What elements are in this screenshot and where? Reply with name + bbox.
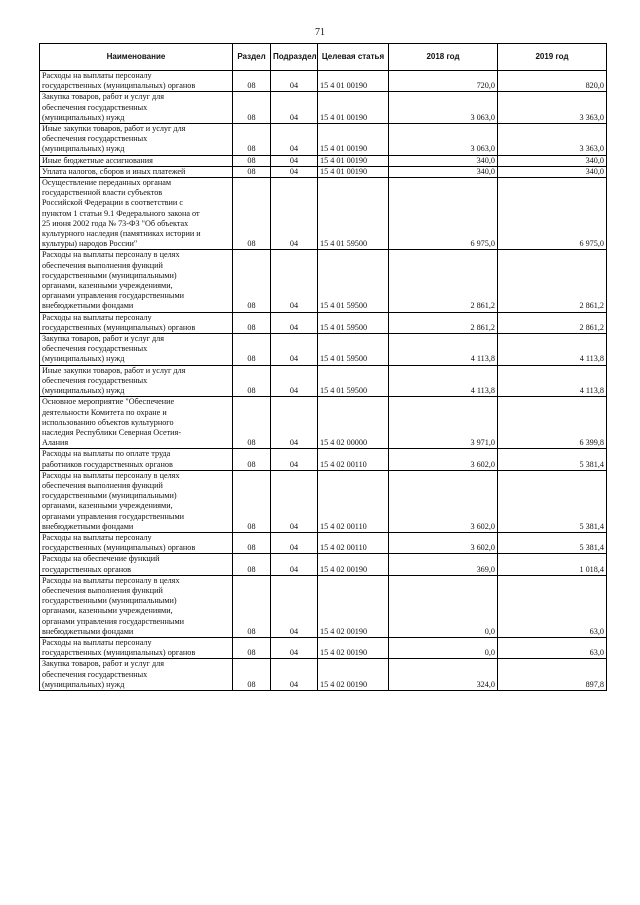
row-target-article: 15 4 02 00000 xyxy=(318,397,389,449)
header-name: Наименование xyxy=(40,44,233,71)
row-razdel: 08 xyxy=(233,334,271,366)
row-target-article: 15 4 02 00110 xyxy=(318,470,389,532)
row-name: Иные закупки товаров, работ и услуг для обеспечения государственных (муниципальных) нужд xyxy=(40,365,233,397)
row-podrazdel: 04 xyxy=(271,250,318,312)
row-amount-2019: 2 861,2 xyxy=(498,312,607,333)
row-podrazdel: 04 xyxy=(271,470,318,532)
row-target-article: 15 4 02 00190 xyxy=(318,637,389,658)
row-razdel: 08 xyxy=(233,92,271,124)
row-razdel: 08 xyxy=(233,312,271,333)
row-target-article: 15 4 01 00190 xyxy=(318,155,389,166)
row-target-article: 15 4 01 00190 xyxy=(318,71,389,92)
row-amount-2018: 6 975,0 xyxy=(389,178,498,250)
row-name: Иные закупки товаров, работ и услуг для обеспечения государственных (муниципальных) нужд xyxy=(40,124,233,156)
header-target-article: Целевая статья xyxy=(318,44,389,71)
row-razdel: 08 xyxy=(233,554,271,575)
row-name: Уплата налогов, сборов и иных платежей xyxy=(40,166,233,177)
row-amount-2019: 6 399,8 xyxy=(498,397,607,449)
row-target-article: 15 4 01 59500 xyxy=(318,250,389,312)
row-target-article: 15 4 01 59500 xyxy=(318,334,389,366)
row-name: Расходы на выплаты персоналу в целях обеспечения выполнения функций государственными (муниципальными) органами, казенными учреждениями, органами управления государственными внебюджетными фондами xyxy=(40,470,233,532)
row-podrazdel: 04 xyxy=(271,124,318,156)
header-razdel: Раздел xyxy=(233,44,271,71)
row-razdel: 08 xyxy=(233,449,271,470)
header-2018: 2018 год xyxy=(389,44,498,71)
row-amount-2018: 2 861,2 xyxy=(389,250,498,312)
table-row xyxy=(40,312,607,333)
row-amount-2019: 2 861,2 xyxy=(498,250,607,312)
row-podrazdel: 04 xyxy=(271,449,318,470)
table-row xyxy=(40,92,607,124)
row-target-article: 15 4 01 59500 xyxy=(318,312,389,333)
row-name: Расходы на выплаты персоналу государственных (муниципальных) органов xyxy=(40,637,233,658)
row-amount-2018: 3 063,0 xyxy=(389,124,498,156)
row-amount-2019: 6 975,0 xyxy=(498,178,607,250)
row-amount-2018: 2 861,2 xyxy=(389,312,498,333)
table-row xyxy=(40,449,607,470)
row-name: Расходы на обеспечение функций государственных органов xyxy=(40,554,233,575)
row-podrazdel: 04 xyxy=(271,575,318,637)
row-amount-2019: 340,0 xyxy=(498,155,607,166)
row-target-article: 15 4 01 59500 xyxy=(318,365,389,397)
row-amount-2018: 324,0 xyxy=(389,659,498,691)
row-podrazdel: 04 xyxy=(271,92,318,124)
row-amount-2018: 0,0 xyxy=(389,637,498,658)
row-amount-2018: 4 113,8 xyxy=(389,365,498,397)
row-name: Закупка товаров, работ и услуг для обеспечения государственных (муниципальных) нужд xyxy=(40,659,233,691)
row-amount-2019: 5 381,4 xyxy=(498,532,607,553)
table-row xyxy=(40,554,607,575)
row-amount-2019: 3 363,0 xyxy=(498,124,607,156)
row-name: Расходы на выплаты персоналу государственных (муниципальных) органов xyxy=(40,312,233,333)
row-amount-2018: 0,0 xyxy=(389,575,498,637)
row-amount-2018: 3 602,0 xyxy=(389,470,498,532)
row-target-article: 15 4 02 00190 xyxy=(318,659,389,691)
row-target-article: 15 4 01 00190 xyxy=(318,166,389,177)
row-razdel: 08 xyxy=(233,365,271,397)
row-podrazdel: 04 xyxy=(271,532,318,553)
row-amount-2018: 3 602,0 xyxy=(389,532,498,553)
row-podrazdel: 04 xyxy=(271,659,318,691)
row-target-article: 15 4 01 59500 xyxy=(318,178,389,250)
row-amount-2018: 340,0 xyxy=(389,155,498,166)
row-amount-2019: 3 363,0 xyxy=(498,92,607,124)
row-target-article: 15 4 01 00190 xyxy=(318,92,389,124)
row-name: Расходы на выплаты персоналу в целях обеспечения выполнения функций государственными (муниципальными) органами, казенными учреждениями, органами управления государственными внебюджетными фондами xyxy=(40,575,233,637)
row-target-article: 15 4 01 00190 xyxy=(318,124,389,156)
row-amount-2019: 1 018,4 xyxy=(498,554,607,575)
row-razdel: 08 xyxy=(233,532,271,553)
row-podrazdel: 04 xyxy=(271,312,318,333)
row-name: Расходы на выплаты персоналу государственных (муниципальных) органов xyxy=(40,532,233,553)
table-body xyxy=(40,71,607,691)
row-razdel: 08 xyxy=(233,155,271,166)
row-name: Осуществление переданных органам государственной власти субъектов Российской Федерации в соответствии с пунктом 1 статьи 9.1 Федерального закона от 25 июня 2002 года № 73-ФЗ "Об объектах культурного наследия (памятниках истории и культуры) народов России" xyxy=(40,178,233,250)
page-number: 71 xyxy=(315,27,325,38)
row-target-article: 15 4 02 00190 xyxy=(318,575,389,637)
row-amount-2019: 820,0 xyxy=(498,71,607,92)
row-podrazdel: 04 xyxy=(271,554,318,575)
row-razdel: 08 xyxy=(233,178,271,250)
table-row xyxy=(40,155,607,166)
row-amount-2018: 3 971,0 xyxy=(389,397,498,449)
row-podrazdel: 04 xyxy=(271,637,318,658)
table-row xyxy=(40,124,607,156)
row-podrazdel: 04 xyxy=(271,166,318,177)
header-podrazdel: Подраздел xyxy=(271,44,318,71)
row-razdel: 08 xyxy=(233,659,271,691)
row-razdel: 08 xyxy=(233,470,271,532)
table-row xyxy=(40,178,607,250)
budget-table xyxy=(39,43,607,691)
row-podrazdel: 04 xyxy=(271,397,318,449)
row-target-article: 15 4 02 00110 xyxy=(318,532,389,553)
row-amount-2019: 4 113,8 xyxy=(498,365,607,397)
row-name: Иные бюджетные ассигнования xyxy=(40,155,233,166)
row-target-article: 15 4 02 00110 xyxy=(318,449,389,470)
row-amount-2018: 720,0 xyxy=(389,71,498,92)
row-razdel: 08 xyxy=(233,166,271,177)
row-podrazdel: 04 xyxy=(271,334,318,366)
table-row xyxy=(40,250,607,312)
row-amount-2019: 5 381,4 xyxy=(498,449,607,470)
row-amount-2019: 4 113,8 xyxy=(498,334,607,366)
row-razdel: 08 xyxy=(233,637,271,658)
table-header-row xyxy=(40,44,607,71)
table-row xyxy=(40,637,607,658)
row-amount-2018: 3 602,0 xyxy=(389,449,498,470)
table-row xyxy=(40,575,607,637)
row-razdel: 08 xyxy=(233,71,271,92)
row-podrazdel: 04 xyxy=(271,365,318,397)
row-amount-2018: 340,0 xyxy=(389,166,498,177)
table-row xyxy=(40,365,607,397)
row-amount-2019: 63,0 xyxy=(498,637,607,658)
row-name: Закупка товаров, работ и услуг для обеспечения государственных (муниципальных) нужд xyxy=(40,92,233,124)
row-name: Закупка товаров, работ и услуг для обеспечения государственных (муниципальных) нужд xyxy=(40,334,233,366)
row-name: Основное мероприятие "Обеспечение деятельности Комитета по охране и использованию объектов культурного наследия Республики Северная Осетия- Алания xyxy=(40,397,233,449)
row-razdel: 08 xyxy=(233,124,271,156)
header-2019: 2019 год xyxy=(498,44,607,71)
table-row xyxy=(40,470,607,532)
row-amount-2019: 897,8 xyxy=(498,659,607,691)
row-name: Расходы на выплаты по оплате труда работников государственных органов xyxy=(40,449,233,470)
row-name: Расходы на выплаты персоналу в целях обеспечения выполнения функций государственными (муниципальными) органами, казенными учреждениями, органами управления государственными внебюджетными фондами xyxy=(40,250,233,312)
row-amount-2018: 369,0 xyxy=(389,554,498,575)
row-amount-2019: 5 381,4 xyxy=(498,470,607,532)
row-amount-2019: 340,0 xyxy=(498,166,607,177)
row-razdel: 08 xyxy=(233,250,271,312)
row-target-article: 15 4 02 00190 xyxy=(318,554,389,575)
table-row xyxy=(40,532,607,553)
row-razdel: 08 xyxy=(233,575,271,637)
row-podrazdel: 04 xyxy=(271,155,318,166)
row-amount-2018: 3 063,0 xyxy=(389,92,498,124)
table-row xyxy=(40,397,607,449)
row-amount-2018: 4 113,8 xyxy=(389,334,498,366)
row-amount-2019: 63,0 xyxy=(498,575,607,637)
row-name: Расходы на выплаты персоналу государственных (муниципальных) органов xyxy=(40,71,233,92)
row-razdel: 08 xyxy=(233,397,271,449)
row-podrazdel: 04 xyxy=(271,71,318,92)
row-podrazdel: 04 xyxy=(271,178,318,250)
table-row xyxy=(40,659,607,691)
table-row xyxy=(40,71,607,92)
table-row xyxy=(40,166,607,177)
table-row xyxy=(40,334,607,366)
